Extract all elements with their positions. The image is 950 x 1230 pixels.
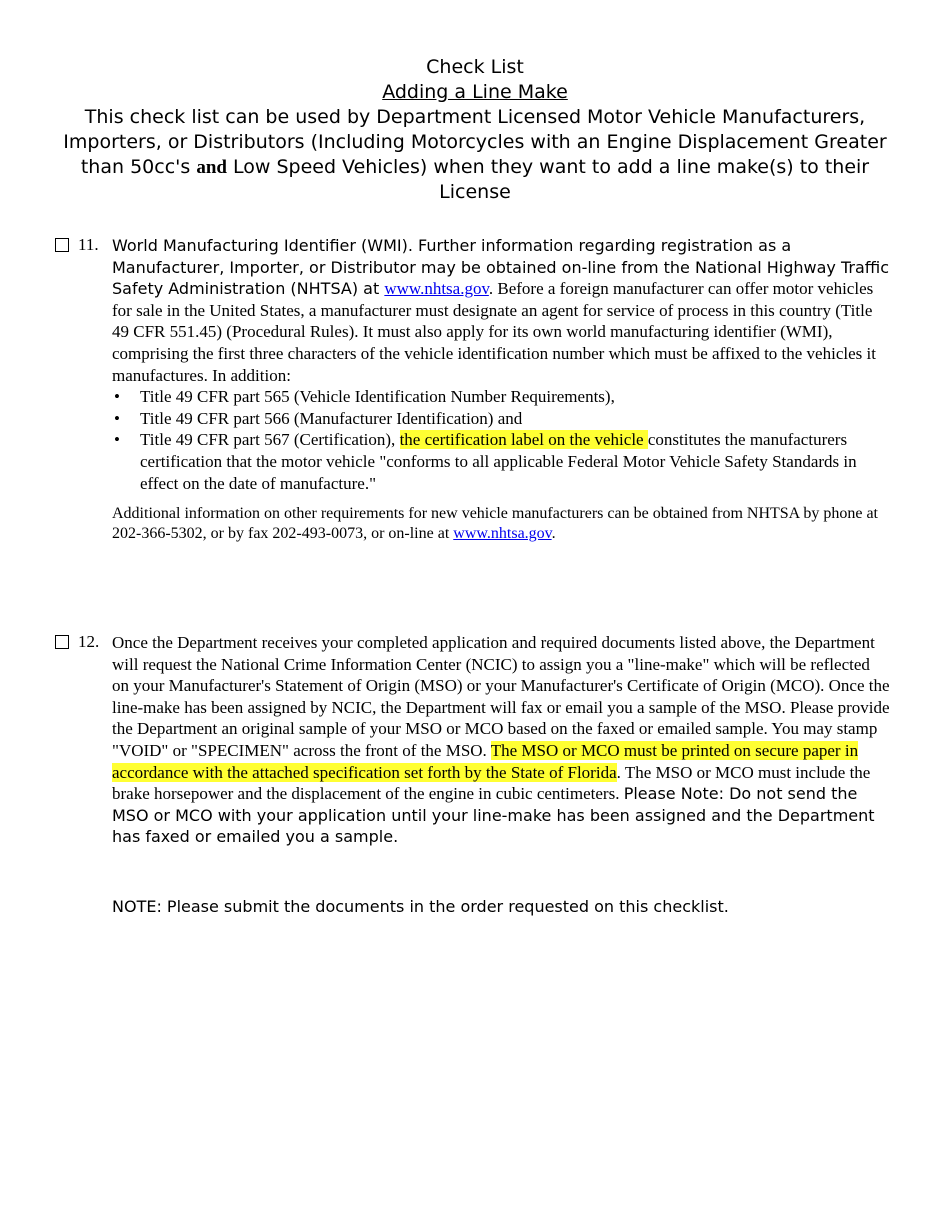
checkbox-item-12[interactable] <box>55 635 69 649</box>
bullet-icon: • <box>114 430 120 450</box>
cfr-bullet-list <box>112 386 890 494</box>
item-number-11: 11. <box>78 235 99 254</box>
nhtsa-link[interactable]: www.nhtsa.gov <box>384 279 489 299</box>
bullet-item <box>112 386 890 408</box>
page-subtitle: Adding a Line Make <box>382 81 568 103</box>
description-and: and <box>196 157 227 178</box>
bullet-item <box>112 429 890 494</box>
nhtsa-link-2[interactable]: www.nhtsa.gov <box>453 524 552 542</box>
bullet-icon: • <box>114 408 120 428</box>
checkbox-item-11[interactable] <box>55 238 69 252</box>
page-title: Check List <box>426 56 524 78</box>
item-11-body <box>112 235 890 543</box>
highlighted-secure-paper-text: The MSO or MCO must be printed on secure paper in accordance with the attached specification set forth by the State of Florida <box>112 740 859 782</box>
item-11-main-text: . Before a foreign manufacturer can offer motor vehicles for sale in the United States, a manufacturer must designate an agent for service of process in this country (Title 49 CFR 551.45) (Procedural Rules). It must also apply for its own world manufacturing identifier (WMI), comprising the first three characters of the vehicle identification number which must be affixed to the vehicles it manufactures. In addition: <box>112 279 876 385</box>
item-12-body <box>112 632 890 848</box>
additional-info-end: . <box>551 524 556 542</box>
bullet-icon: • <box>114 387 120 407</box>
bullet-text: Title 49 CFR part 566 (Manufacturer Identification) and <box>140 408 523 428</box>
bullet-3-pre: Title 49 CFR part 567 (Certification), <box>140 430 400 450</box>
item-12-main-text: Once the Department receives your completed application and required documents listed above, the Department will request the National Crime Information Center (NCIC) to assign you a "line-make" which will be reflected on your Manufacturer's Statement of Origin (MSO) or your Manufacturer's Certificate of Origin (MCO). Once the line-make has been assigned by NCIC, the Department will fax or email you a sample of the MSO. Please provide the Department an original sample of your MSO or MCO based on the faxed or emailed sample. You may stamp "VOID" or "SPECIMEN" across the front of the MSO. <box>112 633 890 760</box>
description-part2: Low Speed Vehicles) when they want to add a line make(s) to their License <box>226 156 870 203</box>
header-description <box>60 105 890 205</box>
item-12-paragraph <box>112 632 890 848</box>
additional-info <box>112 504 890 543</box>
additional-info-text: Additional information on other requirements for new vehicle manufacturers can be obtained from NHTSA by phone at 202-366-5302, or by fax 202-493-0073, or on-line at <box>112 505 878 542</box>
please-note-text: Please Note: Do not send the MSO or MCO with your application until your line-make has been assigned and the Department has faxed or emailed you a sample. <box>112 784 875 847</box>
bullet-text: Title 49 CFR part 565 (Vehicle Identification Number Requirements), <box>140 387 615 407</box>
item-11-intro-text: World Manufacturing Identifier (WMI). Further information regarding registration as a Manufacturer, Importer, or Distributor may be obtained on-line from the National Highway Traffic Safety Administration (NHTSA) at <box>112 236 890 299</box>
bullet-3-post: constitutes the manufacturers certification that the motor vehicle "conforms to all applicable Federal Motor Vehicle Safety Standards in effect on the date of manufacture." <box>140 430 857 493</box>
highlighted-certification-text: the certification label on the vehicle <box>399 430 648 450</box>
submission-note: NOTE: Please submit the documents in the order requested on this checklist. <box>112 897 729 916</box>
item-12-brake-text: . The MSO or MCO must include the brake horsepower and the displacement of the engine in cubic centimeters. <box>112 762 871 804</box>
bullet-item <box>112 408 890 430</box>
item-number-12: 12. <box>78 632 100 651</box>
document-header <box>60 55 890 205</box>
item-11-paragraph <box>112 235 890 386</box>
description-part1: This check list can be used by Department Licensed Motor Vehicle Manufacturers, Importers, or Distributors (Including Motorcycles with an Engine Displacement Greater than 50cc's <box>63 106 887 178</box>
